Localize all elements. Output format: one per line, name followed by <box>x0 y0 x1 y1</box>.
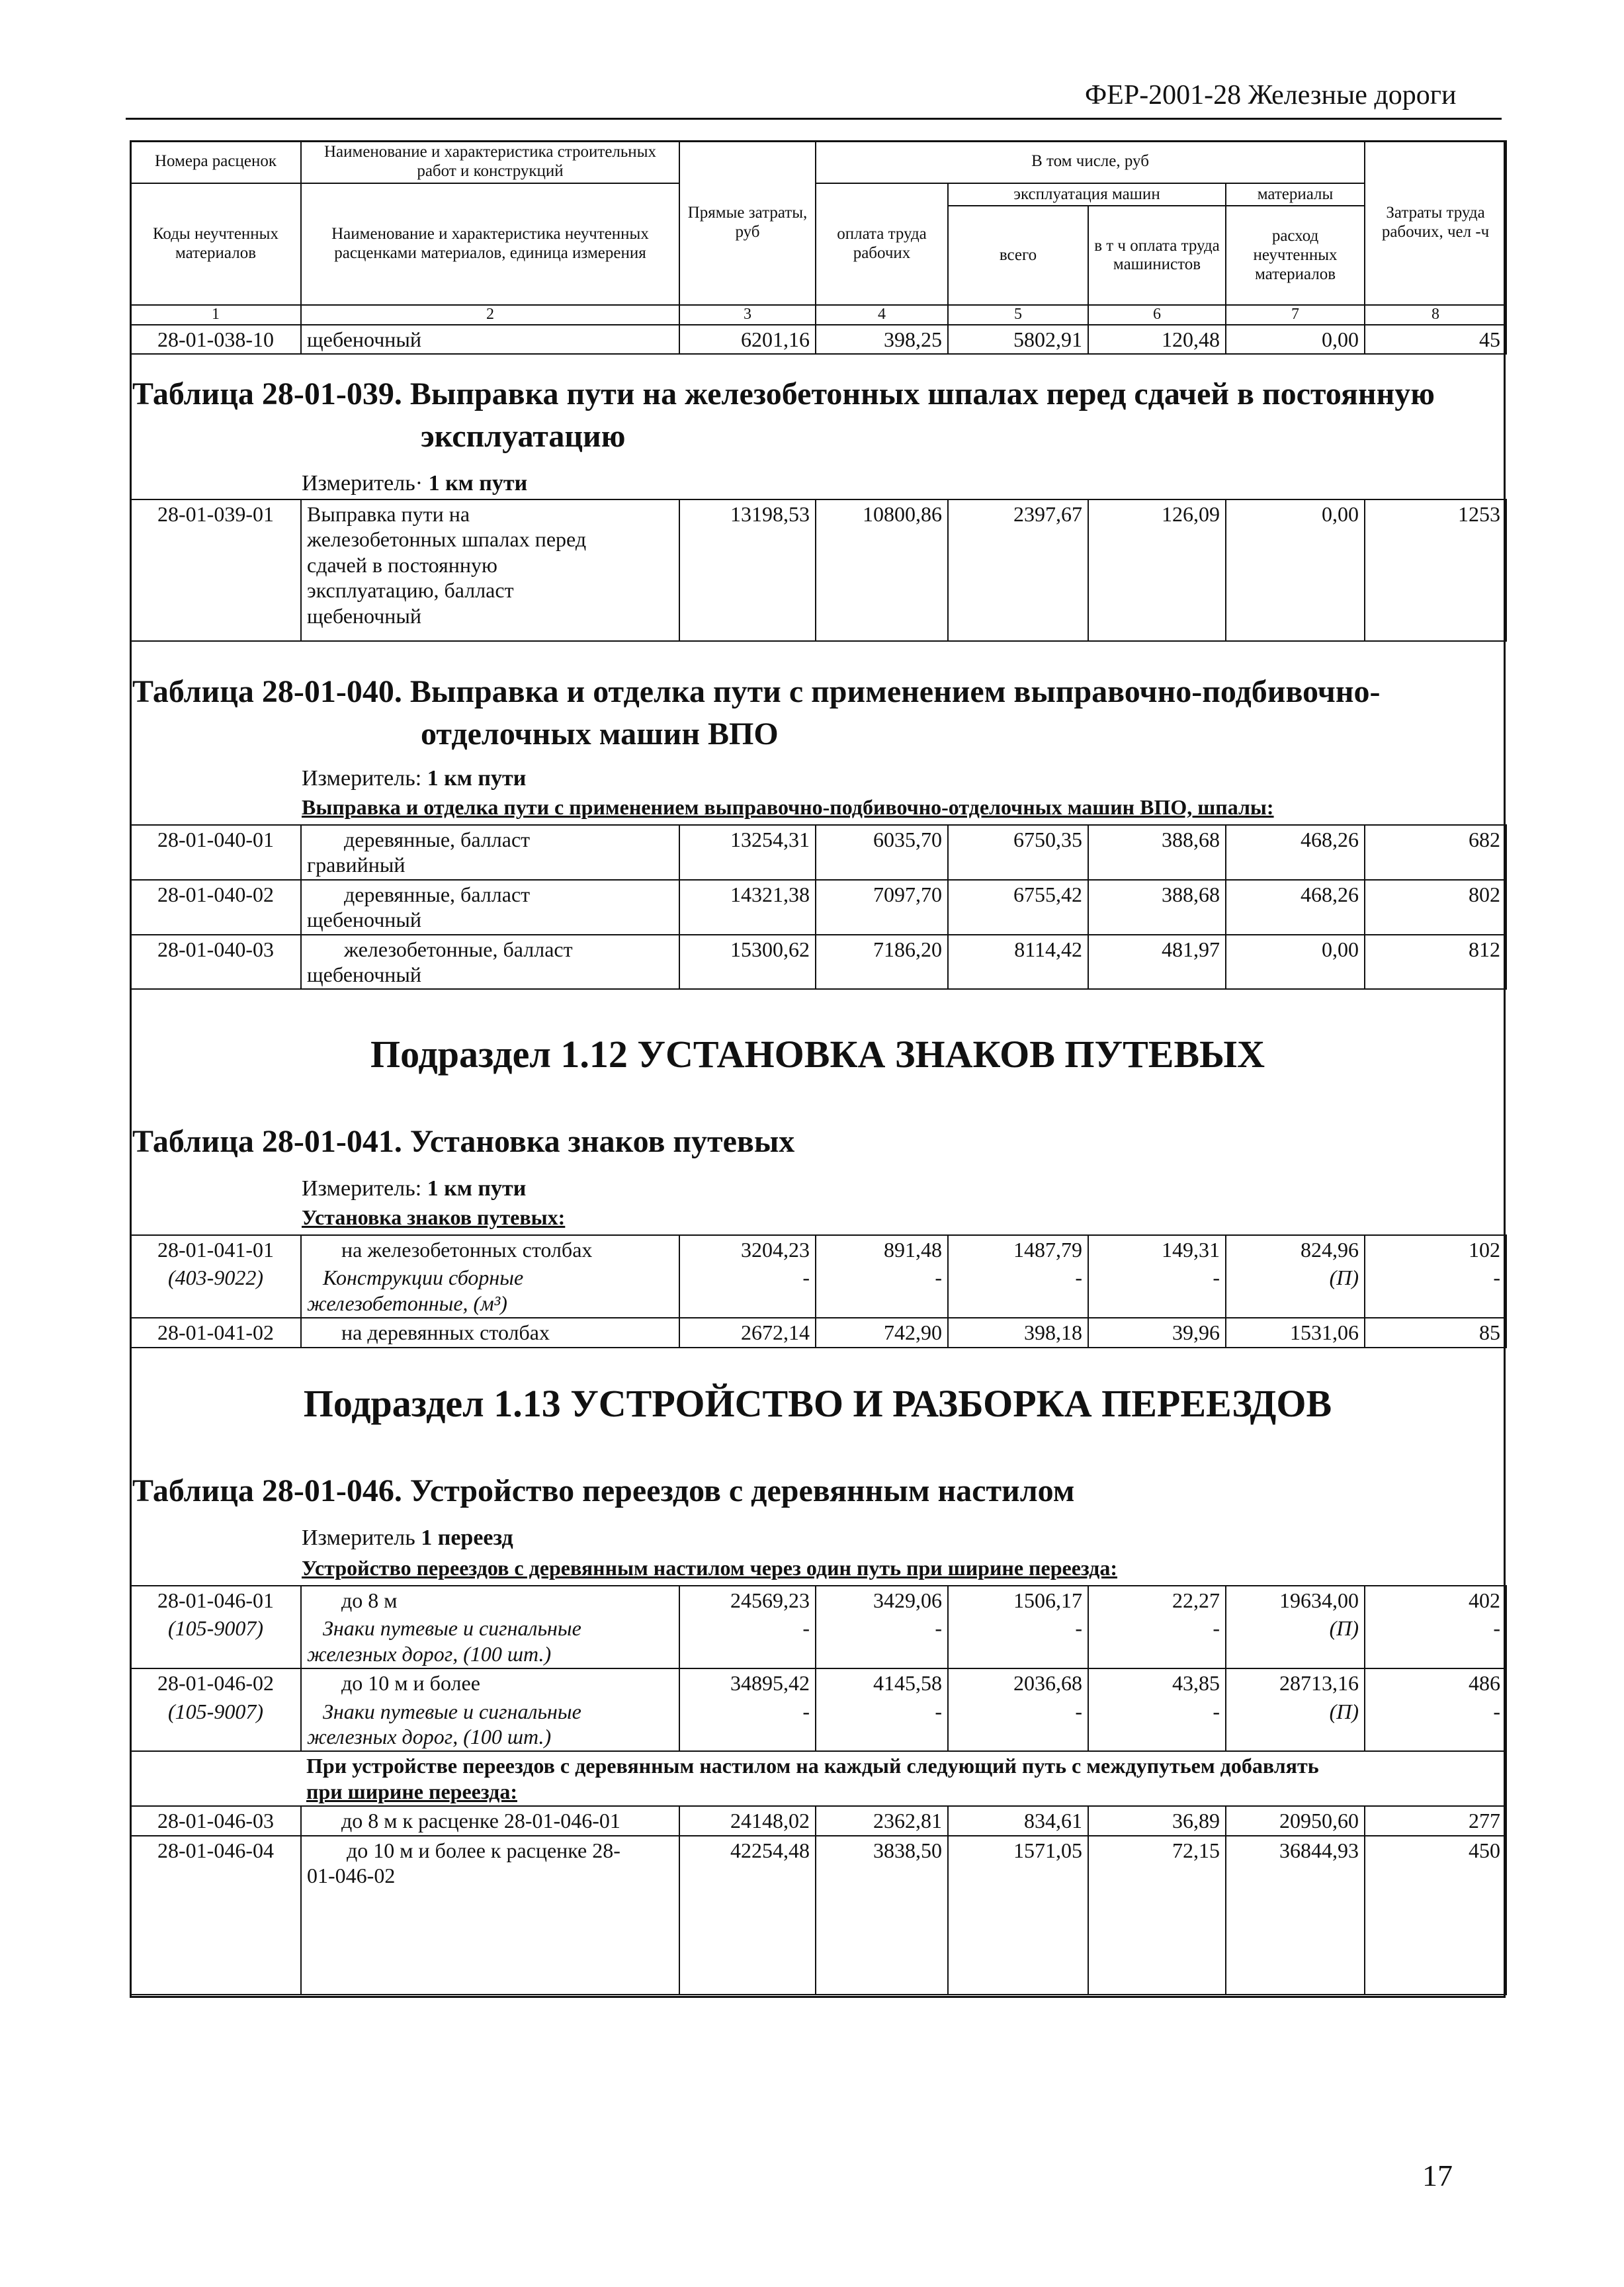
cell-direct-costs: 3204,23 <box>679 1235 816 1264</box>
cell-machines-total: 6750,35 <box>948 825 1088 880</box>
cell-labor-hours: 682 <box>1365 825 1506 880</box>
cell-labor-pay: 742,90 <box>816 1318 948 1347</box>
cell-labor-pay: 10800,86 <box>816 499 948 641</box>
meter-unit: 1 переезд <box>421 1526 513 1550</box>
header-c8: Затраты труда рабочих, чел -ч <box>1365 141 1506 305</box>
column-header-table <box>130 140 1507 355</box>
rate-name-line: Выправка пути на <box>307 502 470 526</box>
cell-operator-pay: - <box>1088 1264 1226 1318</box>
material-code: (403-9022) <box>130 1264 301 1318</box>
table-046-title: Таблица 28-01-046. Устройство переездов с деревянным настилом <box>132 1473 1075 1508</box>
cell-materials: 20950,60 <box>1226 1806 1365 1835</box>
cell-materials: (П) <box>1226 1698 1365 1752</box>
cell-materials: 468,26 <box>1226 825 1365 880</box>
meter-unit: 1 км пути <box>427 1176 527 1201</box>
table-040-group-heading: Выправка и отделка пути с применением выправочно-подбивочно-отделочных машин ВПО, шпалы: <box>302 795 1274 819</box>
header-machines: эксплуатация машин <box>948 183 1226 206</box>
table-row <box>130 825 1506 880</box>
cell-materials: 0,00 <box>1226 935 1365 990</box>
meter-unit: 1 км пути <box>428 471 528 496</box>
table-041-meter <box>302 1176 526 1201</box>
cell-direct-costs: 14321,38 <box>679 880 816 935</box>
header-rule <box>126 118 1502 120</box>
rate-name-line: деревянные, балласт <box>344 882 531 906</box>
table-039-title-2: эксплуатацию <box>421 419 626 454</box>
cell-labor-pay: 3838,50 <box>816 1836 948 1995</box>
rate-name-line: щебеночный <box>307 962 422 986</box>
cell-direct-costs: 24148,02 <box>679 1806 816 1835</box>
rate-name: до 8 м к расценке 28-01-046-01 <box>301 1806 679 1835</box>
cell-labor-pay: 7186,20 <box>816 935 948 990</box>
cell-direct-costs: 24569,23 <box>679 1586 816 1614</box>
cell-labor-pay: - <box>816 1614 948 1668</box>
cell-labor-hours: 402 <box>1365 1586 1506 1614</box>
table-040-meter <box>302 766 526 791</box>
cell-labor-pay: 891,48 <box>816 1235 948 1264</box>
cell-operator-pay: 388,68 <box>1088 825 1226 880</box>
table-040-title-2: отделочных машин ВПО <box>421 716 779 752</box>
rate-code: 28-01-040-02 <box>130 880 301 935</box>
rate-name <box>301 1836 679 1995</box>
table-row <box>130 880 1506 935</box>
rate-name: щебеночный <box>301 325 679 354</box>
material-name-line: Конструкции сборные <box>323 1266 524 1290</box>
rate-code: 28-01-046-02 <box>130 1668 301 1697</box>
table-row <box>130 1235 1506 1264</box>
cell-machines-total: 2397,67 <box>948 499 1088 641</box>
cell-machines-total: - <box>948 1264 1088 1318</box>
header-c2-bottom: Наименование и характеристика неучтенных расценками материалов, единица измерения <box>301 183 679 306</box>
rate-name: до 10 м и более <box>301 1668 679 1697</box>
group-heading-line: при ширине переезда: <box>306 1779 517 1803</box>
colnum-6: 6 <box>1088 305 1226 325</box>
cell-direct-costs: 15300,62 <box>679 935 816 990</box>
table-039-meter <box>302 471 527 496</box>
cell-direct-costs: 34895,42 <box>679 1668 816 1697</box>
rate-name <box>301 935 679 990</box>
cell-labor-hours: 1253 <box>1365 499 1506 641</box>
table-039 <box>130 499 1507 642</box>
rate-name-line: сдачей в постоянную <box>307 552 497 577</box>
rate-code: 28-01-041-02 <box>130 1318 301 1347</box>
cell-machines-total: 834,61 <box>948 1806 1088 1835</box>
group-heading-row <box>130 1751 1506 1806</box>
cell-direct-costs: 6201,16 <box>679 325 816 354</box>
rate-name-line: щебеночный <box>307 908 422 932</box>
cell-direct-costs: - <box>679 1614 816 1668</box>
cell-labor-pay: 3429,06 <box>816 1586 948 1614</box>
cell-direct-costs: 13254,31 <box>679 825 816 880</box>
header-c7: расход неучтенных материалов <box>1226 206 1365 305</box>
material-name-line: железных дорог, (100 шт.) <box>307 1724 552 1748</box>
rate-name-line: до 10 м и более к расценке 28- <box>347 1838 620 1862</box>
cell-machines-total: - <box>948 1614 1088 1668</box>
cell-operator-pay: 36,89 <box>1088 1806 1226 1835</box>
cell-labor-hours: 802 <box>1365 880 1506 935</box>
table-row <box>130 1836 1506 1995</box>
document-header: ФЕР-2001-28 Железные дороги <box>1085 80 1457 110</box>
material-name-line: железобетонные, (м³) <box>307 1291 507 1315</box>
page-number: 17 <box>1422 2159 1453 2192</box>
cell-operator-pay: 149,31 <box>1088 1235 1226 1264</box>
cell-operator-pay: 388,68 <box>1088 880 1226 935</box>
cell-operator-pay: 481,97 <box>1088 935 1226 990</box>
cell-labor-pay: 7097,70 <box>816 880 948 935</box>
rate-name <box>301 825 679 880</box>
cell-labor-hours: - <box>1365 1698 1506 1752</box>
rate-name-line: деревянные, балласт <box>344 828 531 851</box>
cell-labor-hours: 486 <box>1365 1668 1506 1697</box>
cell-operator-pay: 43,85 <box>1088 1668 1226 1697</box>
colnum-7: 7 <box>1226 305 1365 325</box>
table-041 <box>130 1234 1507 1348</box>
rate-name <box>301 499 679 641</box>
material-code: (105-9007) <box>130 1698 301 1752</box>
cell-materials: 36844,93 <box>1226 1836 1365 1995</box>
rate-name-line: щебеночный <box>307 603 422 628</box>
cell-direct-costs: 42254,48 <box>679 1836 816 1995</box>
colnum-8: 8 <box>1365 305 1506 325</box>
cell-materials: 28713,16 <box>1226 1668 1365 1697</box>
cell-labor-pay: 6035,70 <box>816 825 948 880</box>
cell-machines-total: 5802,91 <box>948 325 1088 354</box>
cell-labor-hours: 277 <box>1365 1806 1506 1835</box>
table-row <box>130 325 1506 354</box>
table-040-title-1: Таблица 28-01-040. Выправка и отделка пути с применением выправочно-подбивочно- <box>132 674 1381 709</box>
material-name-line: железных дорог, (100 шт.) <box>307 1641 552 1666</box>
cell-operator-pay: - <box>1088 1614 1226 1668</box>
cell-labor-hours: 450 <box>1365 1836 1506 1995</box>
rate-name-line: гравийный <box>307 853 406 877</box>
cell-machines-total: 1506,17 <box>948 1586 1088 1614</box>
cell-machines-total: 398,18 <box>948 1318 1088 1347</box>
cell-machines-total: 6755,42 <box>948 880 1088 935</box>
material-row <box>130 1698 1506 1752</box>
cell-machines-total: - <box>948 1698 1088 1752</box>
cell-materials: 1531,06 <box>1226 1318 1365 1347</box>
subsection-1-12-title: Подраздел 1.12 УСТАНОВКА ЗНАКОВ ПУТЕВЫХ <box>370 1033 1265 1076</box>
rate-name-line: эксплуатацию, балласт <box>307 578 514 603</box>
cell-materials: 19634,00 <box>1226 1586 1365 1614</box>
rate-code: 28-01-046-01 <box>130 1586 301 1614</box>
cell-operator-pay: 22,27 <box>1088 1586 1226 1614</box>
material-row <box>130 1264 1506 1318</box>
header-materials: материалы <box>1226 183 1365 206</box>
header-c1-bottom: Коды неучтенных материалов <box>130 183 301 306</box>
cell-materials: 468,26 <box>1226 880 1365 935</box>
meter-label: Измеритель· <box>302 471 423 496</box>
colnum-1: 1 <box>130 305 301 325</box>
rate-name-line: железобетонных шпалах перед <box>307 527 587 552</box>
meter-unit: 1 км пути <box>427 766 527 791</box>
colnum-4: 4 <box>816 305 948 325</box>
table-046 <box>130 1585 1507 1995</box>
header-group: В том числе, руб <box>816 141 1365 183</box>
header-c1-top: Номера расценок <box>130 141 301 183</box>
cell-labor-pay: 398,25 <box>816 325 948 354</box>
subsection-1-13-title: Подраздел 1.13 УСТРОЙСТВО И РАЗБОРКА ПЕРЕЕЗДОВ <box>303 1382 1332 1425</box>
rate-code: 28-01-040-03 <box>130 935 301 990</box>
rate-name: на деревянных столбах <box>301 1318 679 1347</box>
material-code: (105-9007) <box>130 1614 301 1668</box>
cell-labor-pay: 2362,81 <box>816 1806 948 1835</box>
cell-machines-total: 1571,05 <box>948 1836 1088 1995</box>
material-name <box>301 1698 679 1752</box>
cell-labor-pay: - <box>816 1264 948 1318</box>
cell-labor-hours: 85 <box>1365 1318 1506 1347</box>
cell-materials: (П) <box>1226 1614 1365 1668</box>
header-c5: всего <box>948 206 1088 305</box>
cell-machines-total: 1487,79 <box>948 1235 1088 1264</box>
cell-materials: 824,96 <box>1226 1235 1365 1264</box>
rate-code: 28-01-039-01 <box>130 499 301 641</box>
cell-operator-pay: 39,96 <box>1088 1318 1226 1347</box>
table-041-title: Таблица 28-01-041. Установка знаков путевых <box>132 1124 795 1159</box>
header-c6: в т ч оплата труда машинистов <box>1088 206 1226 305</box>
rate-name-line: железобетонные, балласт <box>344 937 573 961</box>
table-041-group-heading: Установка знаков путевых: <box>302 1205 566 1229</box>
cell-direct-costs: 2672,14 <box>679 1318 816 1347</box>
colnum-3: 3 <box>679 305 816 325</box>
table-039-title-1: Таблица 28-01-039. Выправка пути на железобетонных шпалах перед сдачей в постоянную <box>132 376 1435 411</box>
table-row <box>130 935 1506 990</box>
cell-labor-hours: 812 <box>1365 935 1506 990</box>
cell-operator-pay: 120,48 <box>1088 325 1226 354</box>
rate-name: на железобетонных столбах <box>301 1235 679 1264</box>
material-name <box>301 1264 679 1318</box>
table-046-group-heading-1: Устройство переездов с деревянным настилом через один путь при ширине переезда: <box>302 1556 1118 1580</box>
rate-name-line: 01-046-02 <box>307 1863 396 1887</box>
cell-direct-costs: - <box>679 1264 816 1318</box>
rate-code: 28-01-040-01 <box>130 825 301 880</box>
rate-code: 28-01-046-04 <box>130 1836 301 1995</box>
cell-labor-pay: 4145,58 <box>816 1668 948 1697</box>
table-row <box>130 1806 1506 1835</box>
header-c4: оплата труда рабочих <box>816 183 948 306</box>
meter-label: Измеритель: <box>302 766 422 791</box>
material-name-line: Знаки путевые и сигнальные <box>323 1616 581 1641</box>
colnum-5: 5 <box>948 305 1088 325</box>
cell-machines-total: 8114,42 <box>948 935 1088 990</box>
table-040 <box>130 824 1507 990</box>
cell-operator-pay: - <box>1088 1698 1226 1752</box>
cell-direct-costs: - <box>679 1698 816 1752</box>
header-c3: Прямые затраты, руб <box>679 141 816 305</box>
cell-direct-costs: 13198,53 <box>679 499 816 641</box>
cell-materials: 0,00 <box>1226 325 1365 354</box>
cell-operator-pay: 72,15 <box>1088 1836 1226 1995</box>
cell-materials: (П) <box>1226 1264 1365 1318</box>
table-046-meter <box>302 1526 513 1551</box>
colnum-2: 2 <box>301 305 679 325</box>
table-row <box>130 1668 1506 1697</box>
rate-code: 28-01-038-10 <box>130 325 301 354</box>
table-row <box>130 499 1506 641</box>
rate-name: до 8 м <box>301 1586 679 1614</box>
table-046-group-heading-2 <box>301 1751 1506 1806</box>
meter-label: Измеритель <box>302 1526 415 1550</box>
cell-operator-pay: 126,09 <box>1088 499 1226 641</box>
material-name <box>301 1614 679 1668</box>
cell-labor-hours: 102 <box>1365 1235 1506 1264</box>
header-c2-top: Наименование и характеристика строительных работ и конструкций <box>301 141 679 183</box>
cell-machines-total: 2036,68 <box>948 1668 1088 1697</box>
rate-code: 28-01-041-01 <box>130 1235 301 1264</box>
table-row <box>130 1318 1506 1347</box>
cell-labor-hours: - <box>1365 1614 1506 1668</box>
cell-labor-hours: - <box>1365 1264 1506 1318</box>
cell-labor-pay: - <box>816 1698 948 1752</box>
material-name-line: Знаки путевые и сигнальные <box>323 1699 581 1723</box>
group-heading-line: При устройстве переездов с деревянным настилом на каждый следующий путь с междупутьем добавлять <box>306 1754 1319 1778</box>
cell-materials: 0,00 <box>1226 499 1365 641</box>
material-row <box>130 1614 1506 1668</box>
rate-code: 28-01-046-03 <box>130 1806 301 1835</box>
meter-label: Измеритель: <box>302 1176 422 1201</box>
rate-name <box>301 880 679 935</box>
table-row <box>130 1586 1506 1614</box>
cell-labor-hours: 45 <box>1365 325 1506 354</box>
